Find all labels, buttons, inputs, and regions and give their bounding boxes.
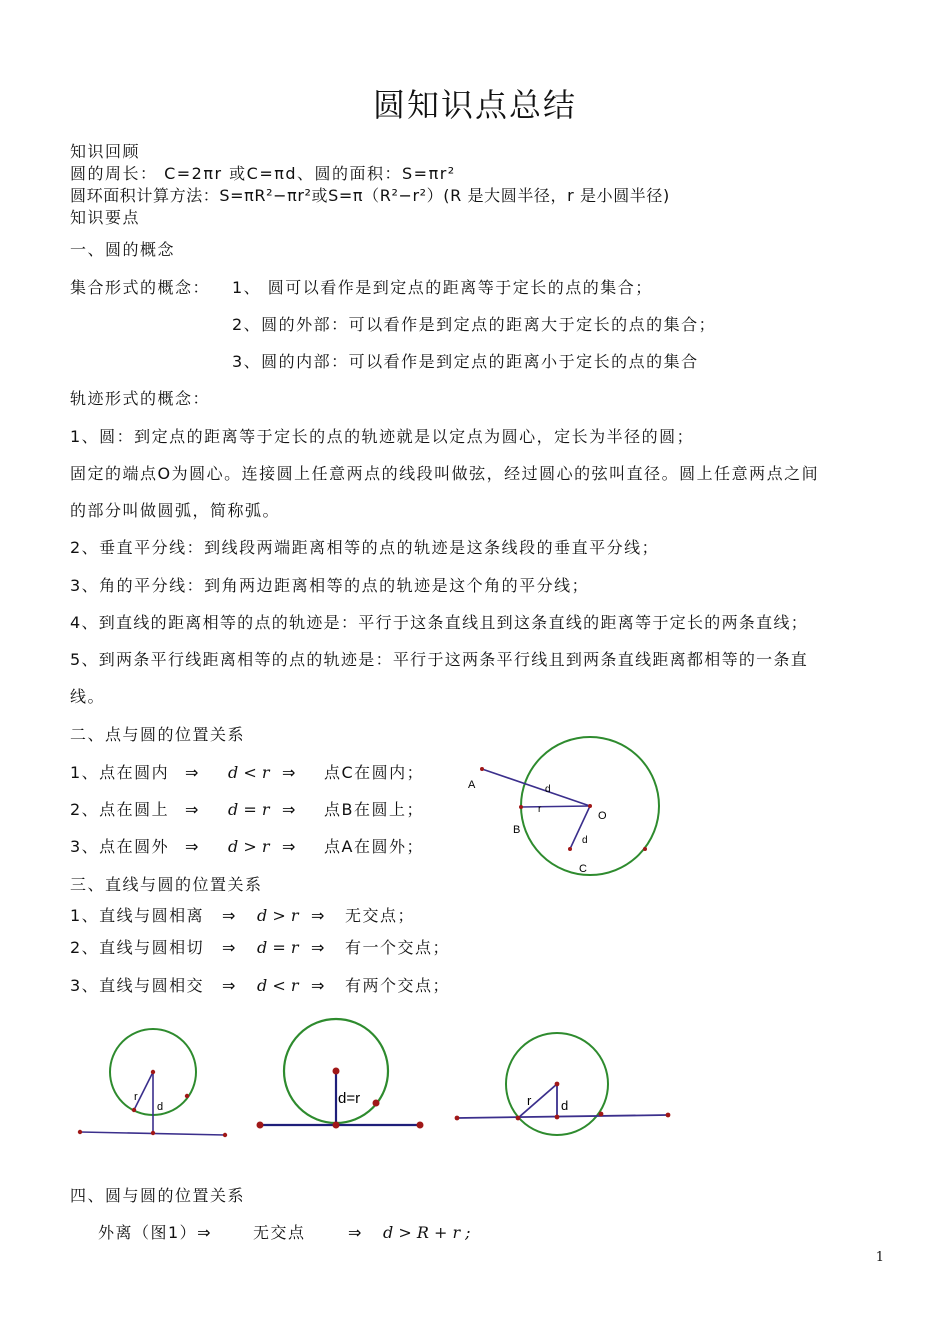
line-row-3-label: 3、直线与圆相交 — [70, 976, 205, 995]
locus-concept-label: 轨迹形式的概念： — [70, 389, 211, 408]
intersection-point — [599, 1112, 604, 1117]
locus-item-1-cont: 固定的端点O为圆心。连接圆上任意两点的线段叫做弦，经过圆心的弦叫直径。圆上任意两点之间 — [70, 464, 820, 483]
line-endpoint — [455, 1116, 460, 1121]
line-row-3-cond: d < r — [257, 976, 299, 995]
section-1-heading: 一、圆的概念 — [70, 240, 176, 259]
line-endpoint — [78, 1130, 82, 1134]
line-row-2-cond: d = r — [257, 938, 299, 957]
page-title: 圆知识点总结 — [372, 86, 577, 124]
point-on-circle — [643, 847, 647, 851]
label-d-oa: d — [545, 784, 551, 795]
review-heading: 知识回顾 — [70, 142, 141, 161]
section-2-heading: 二、点与圆的位置关系 — [70, 725, 246, 744]
set-item-2: 2、圆的外部：可以看作是到定点的距离大于定长的点的集合； — [232, 315, 717, 334]
implies-arrow: ⇒ — [185, 800, 200, 819]
line-row-1-result: 无交点； — [345, 906, 416, 925]
implies-arrow: ⇒ — [311, 906, 326, 925]
point-row-3-result: 点A在圆外； — [324, 837, 424, 856]
point-row-3-label: 3、点在圆外 — [70, 837, 170, 856]
point-row-2-cond: d = r — [228, 800, 270, 819]
line-row-1-label: 1、直线与圆相离 — [70, 906, 205, 925]
line-row-2-result: 有一个交点； — [345, 938, 451, 957]
implies-arrow: ⇒ — [348, 1223, 363, 1242]
implies-arrow: ⇒ — [282, 763, 297, 782]
tangent-point — [333, 1122, 340, 1129]
line-intersect-figure — [450, 1025, 680, 1145]
point-circle-figure — [460, 730, 670, 880]
label-r: r — [527, 1093, 532, 1108]
implies-arrow: ⇒ — [185, 763, 200, 782]
implies-arrow: ⇒ — [222, 938, 237, 957]
label-b: B — [513, 824, 521, 836]
line-row-2-label: 2、直线与圆相切 — [70, 938, 205, 957]
locus-item-1-cont-2: 的部分叫做圆弧，简称弧。 — [70, 501, 281, 520]
point-c — [568, 847, 572, 851]
set-concept-label: 集合形式的概念： — [70, 278, 211, 297]
locus-item-5: 5、到两条平行线距离相等的点的轨迹是：平行于这两条平行线且到两条直线距离都相等的一条直 — [70, 650, 809, 669]
point-on-circle — [373, 1100, 380, 1107]
label-a: A — [468, 779, 476, 791]
section-4-heading: 四、圆与圆的位置关系 — [70, 1186, 246, 1205]
label-o: O — [598, 810, 607, 822]
line-endpoint — [257, 1122, 264, 1129]
label-r: r — [134, 1091, 138, 1103]
implies-arrow: ⇒ — [282, 837, 297, 856]
circle-center — [555, 1082, 560, 1087]
point-a — [480, 767, 484, 771]
label-d: d — [157, 1101, 164, 1113]
circle-center — [333, 1068, 340, 1075]
center-o — [588, 804, 592, 808]
circle-center — [151, 1070, 155, 1074]
implies-arrow: ⇒ — [311, 938, 326, 957]
point-on-circle — [185, 1094, 189, 1098]
ring-area-formula: 圆环面积计算方法：S=πR²−πr²或S=π（R²−r²）(R 是大圆半径，r 是小圆半径) — [70, 186, 670, 205]
implies-arrow: ⇒ — [282, 800, 297, 819]
foot-point — [151, 1131, 155, 1135]
locus-item-1: 1、圆：到定点的距离等于定长的点的轨迹就是以定点为圆心，定长为半径的圆； — [70, 427, 695, 446]
line-tangent-figure — [250, 1015, 435, 1145]
label-d-oc: d — [582, 835, 588, 846]
point-row-2-result: 点B在圆上； — [324, 800, 424, 819]
section-3-heading: 三、直线与圆的位置关系 — [70, 875, 263, 894]
label-c: C — [579, 863, 587, 875]
locus-item-2: 2、垂直平分线：到线段两端距离相等的点的轨迹是这条线段的垂直平分线； — [70, 538, 660, 557]
set-item-1: 1、 圆可以看作是到定点的距离等于定长的点的集合； — [232, 278, 653, 297]
label-d-equals-r: d=r — [338, 1090, 361, 1107]
line-endpoint — [417, 1122, 424, 1129]
line-row-1-cond: d > r — [257, 906, 299, 925]
intersection-point — [516, 1116, 521, 1121]
point-row-2-label: 2、点在圆上 — [70, 800, 170, 819]
secant-line — [457, 1115, 668, 1118]
implies-arrow: ⇒ — [222, 906, 237, 925]
point-b — [519, 805, 523, 809]
point-row-1-cond: d < r — [228, 763, 270, 782]
line-row-3-result: 有两个交点； — [345, 976, 451, 995]
foot-point — [555, 1115, 560, 1120]
locus-item-3: 3、角的平分线：到角两边距离相等的点的轨迹是这个角的平分线； — [70, 576, 590, 595]
page-number: 1 — [875, 1250, 884, 1265]
point-row-1-label: 1、点在圆内 — [70, 763, 170, 782]
circle-row-1-label: 外离（图1）⇒ — [98, 1223, 213, 1242]
radius-endpoint — [132, 1108, 136, 1112]
implies-arrow: ⇒ — [185, 837, 200, 856]
point-row-3-cond: d > r — [228, 837, 270, 856]
segment-ob — [521, 806, 590, 807]
line-endpoint — [666, 1113, 671, 1118]
implies-arrow: ⇒ — [222, 976, 237, 995]
radius-segment — [518, 1084, 557, 1118]
label-r: r — [538, 804, 542, 815]
point-row-1-result: 点C在圆内； — [324, 763, 425, 782]
implies-arrow: ⇒ — [311, 976, 326, 995]
locus-item-5-cont: 线。 — [70, 687, 106, 706]
line-endpoint — [223, 1133, 227, 1137]
circle-row-1-mid: 无交点 — [253, 1223, 306, 1242]
line-separate-figure — [70, 1020, 240, 1150]
circle-row-1-cond: d > R + r ; — [383, 1223, 471, 1242]
points-heading: 知识要点 — [70, 208, 141, 227]
label-d: d — [561, 1098, 569, 1113]
locus-item-4: 4、到直线的距离相等的点的轨迹是：平行于这条直线且到这条直线的距离等于定长的两条直线； — [70, 613, 809, 632]
set-item-3: 3、圆的内部：可以看作是到定点的距离小于定长的点的集合 — [232, 352, 699, 371]
segment-oa — [482, 769, 590, 806]
circumference-formula: 圆的周长： C=2πr 或C=πd、圆的面积：S=πr² — [70, 164, 456, 183]
